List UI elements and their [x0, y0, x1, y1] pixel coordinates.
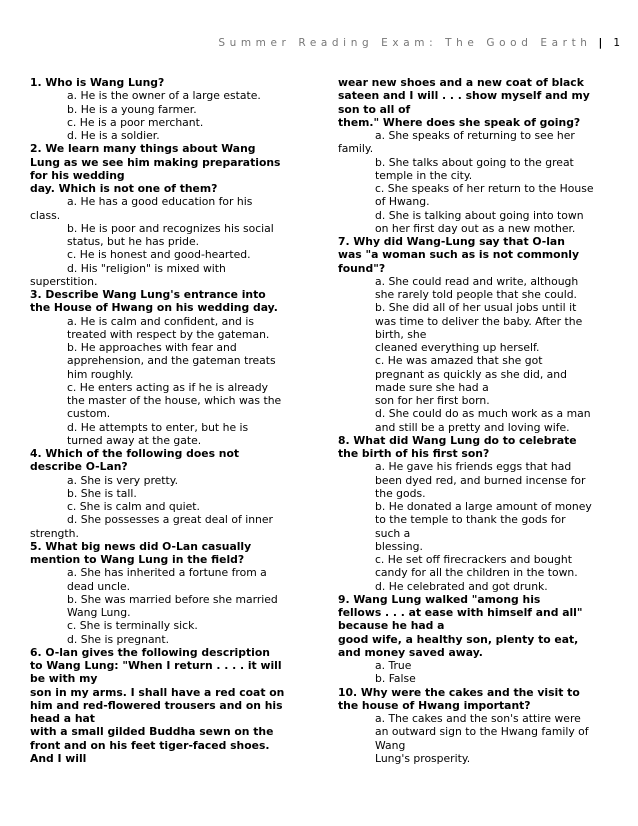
text-line: strength. — [30, 526, 79, 540]
text-line: c. He set off firecrackers and bought — [375, 553, 572, 566]
answer-option — [30, 315, 302, 342]
text-line: custom. — [67, 407, 111, 421]
text-line: c. He enters acting as if he is already — [67, 380, 268, 394]
answer-option — [338, 407, 613, 434]
answer-option — [30, 500, 302, 513]
text-line: turned away at the gate. — [67, 433, 202, 447]
text-line: describe O-Lan? — [30, 460, 128, 474]
text-line: c. He is honest and good-hearted. — [67, 248, 251, 262]
answer-option — [30, 593, 302, 620]
right-column — [338, 76, 613, 765]
text-line: 9. Wang Lung walked "among his — [338, 592, 541, 606]
text-line: the master of the house, which was the — [67, 394, 282, 407]
text-line: head a hat — [30, 712, 95, 725]
text-line: an outward sign to the Hwang family of — [375, 725, 589, 739]
text-line: son in my arms. I shall have a red coat on — [30, 685, 285, 699]
text-line: day. Which is not one of them? — [30, 182, 218, 195]
text-line: on her first day out as a new mother. — [375, 221, 576, 235]
text-line: b. She is tall. — [67, 486, 137, 500]
answer-option — [338, 672, 613, 685]
answer-option — [30, 129, 302, 142]
answer-option — [30, 116, 302, 129]
text-line: 3. Describe Wang Lung's entrance into — [30, 288, 266, 301]
text-line: b. False — [375, 672, 416, 686]
exam-title: Summer Reading Exam: The Good Earth — [218, 37, 592, 49]
left-column — [30, 76, 302, 765]
text-line: was time to deliver the baby. After the — [375, 314, 583, 328]
answer-option — [338, 500, 613, 553]
text-line: d. She is pregnant. — [67, 632, 170, 646]
answer-option — [338, 580, 613, 593]
text-line: with a small gilded Buddha sewn on the — [30, 725, 274, 739]
answer-option — [338, 712, 613, 765]
text-line: blessing. — [375, 539, 423, 553]
text-line: a. She speaks of returning to see her — [375, 129, 575, 142]
text-line: a. True — [375, 659, 412, 672]
answer-option — [338, 182, 613, 209]
page-number: 1 — [613, 37, 620, 49]
text-line: temple in the city. — [375, 168, 473, 182]
text-line: b. He approaches with fear and — [67, 341, 237, 354]
answer-option — [30, 513, 302, 540]
text-line: family. — [338, 142, 374, 156]
text-line: front and on his feet tiger-faced shoes. — [30, 738, 270, 752]
text-line: c. She is calm and quiet. — [67, 500, 200, 513]
answer-option — [30, 381, 302, 421]
text-line: son for her first born. — [375, 394, 490, 407]
answer-option — [30, 487, 302, 500]
answer-option — [30, 248, 302, 261]
text-line: b. She was married before she married — [67, 592, 278, 606]
text-line: 10. Why were the cakes and the visit to — [338, 685, 580, 699]
text-line: of Hwang. — [375, 195, 430, 209]
text-line: found"? — [338, 261, 386, 275]
text-line: and money saved away. — [338, 645, 483, 659]
text-line: the gods. — [375, 486, 426, 500]
text-line: Lung as we see him making preparations — [30, 155, 281, 169]
text-line: 8. What did Wang Lung do to celebrate — [338, 433, 577, 447]
text-line: d. He attempts to enter, but he is — [67, 420, 249, 434]
text-line: d. She possesses a great deal of inner — [67, 513, 273, 527]
answer-option — [338, 156, 613, 183]
text-line: 1. Who is Wang Lung? — [30, 76, 165, 89]
text-line: b. He is a young farmer. — [67, 102, 197, 116]
text-line: a. She could read and write, although — [375, 274, 579, 288]
answer-option — [30, 341, 302, 381]
text-line: And I will — [30, 751, 87, 765]
text-line: c. She is terminally sick. — [67, 619, 198, 633]
text-line: him and red-flowered trousers and on his — [30, 698, 283, 712]
text-line: status, but he has pride. — [67, 235, 200, 248]
answer-option — [30, 566, 302, 593]
text-line: birth, she — [375, 327, 427, 341]
text-line: d. She could do as much work as a man — [375, 407, 591, 421]
text-line: b. He is poor and recognizes his social — [67, 221, 274, 235]
answer-option — [30, 195, 302, 222]
header-separator: | — [598, 37, 603, 49]
text-line: b. She did all of her usual jobs until it — [375, 301, 577, 315]
answer-option — [338, 209, 613, 236]
question-text — [338, 593, 613, 659]
answer-option — [30, 474, 302, 487]
answer-option — [30, 103, 302, 116]
question-text — [338, 235, 613, 275]
answer-option — [338, 275, 613, 302]
text-line: d. She is talking about going into town — [375, 208, 584, 222]
text-line: 2. We learn many things about Wang — [30, 142, 256, 156]
text-line: mention to Wang Lung in the field? — [30, 553, 245, 566]
question-text — [30, 646, 302, 765]
answer-option — [338, 659, 613, 672]
text-line: superstition. — [30, 274, 98, 288]
text-line: sateen and I will . . . show myself and my — [338, 89, 590, 103]
text-line: pregnant as quickly as she did, and — [375, 367, 567, 381]
text-line: was "a woman such as is not commonly — [338, 248, 579, 262]
text-line: d. He celebrated and got drunk. — [375, 579, 548, 593]
question-text — [30, 288, 302, 315]
text-line: son to all of — [338, 102, 411, 116]
text-line: dead uncle. — [67, 579, 131, 593]
answer-option — [30, 633, 302, 646]
text-line: c. He is a poor merchant. — [67, 115, 204, 129]
text-line: a. He is calm and confident, and is — [67, 314, 254, 328]
text-line: treated with respect by the gateman. — [67, 327, 270, 341]
text-line: for his wedding — [30, 168, 125, 182]
text-line: be with my — [30, 672, 98, 686]
answer-option — [30, 619, 302, 632]
answer-option — [338, 354, 613, 407]
answer-option — [30, 262, 302, 289]
question-text — [338, 76, 613, 129]
text-line: 4. Which of the following does not — [30, 447, 240, 460]
answer-option — [30, 89, 302, 102]
text-line: made sure she had a — [375, 380, 489, 394]
text-line: apprehension, and the gateman treats — [67, 354, 276, 368]
text-line: a. He is the owner of a large estate. — [67, 89, 261, 103]
text-line: them." Where does she speak of going? — [338, 115, 581, 129]
text-line: such a — [375, 526, 411, 540]
page-header — [218, 37, 620, 49]
text-line: wear new shoes and a new coat of black — [338, 76, 584, 89]
answer-option — [338, 460, 613, 500]
text-line: Lung's prosperity. — [375, 751, 471, 765]
text-line: to Wang Lung: "When I return . . . . it will — [30, 659, 282, 672]
text-line: a. He has a good education for his — [67, 195, 253, 209]
text-line: and still be a pretty and loving wife. — [375, 420, 570, 434]
answer-option — [30, 421, 302, 448]
text-line: cleaned everything up herself. — [375, 341, 540, 354]
text-line: to the temple to thank the gods for — [375, 513, 566, 527]
text-line: the birth of his first son? — [338, 447, 490, 460]
text-line: she rarely told people that she could. — [375, 288, 577, 301]
question-text — [338, 434, 613, 461]
answer-option — [338, 553, 613, 580]
text-line: the house of Hwang important? — [338, 698, 531, 712]
question-text — [30, 76, 302, 89]
text-line: because he had a — [338, 619, 445, 633]
text-line: a. She has inherited a fortune from a — [67, 566, 267, 580]
text-line: c. He was amazed that she got — [375, 354, 543, 368]
text-line: Wang — [375, 738, 406, 752]
question-text — [30, 447, 302, 474]
text-line: b. He donated a large amount of money — [375, 500, 592, 513]
text-line: 7. Why did Wang-Lung say that O-lan — [338, 235, 565, 248]
text-line: him roughly. — [67, 367, 134, 381]
text-line: 5. What big news did O-Lan casually — [30, 539, 252, 553]
text-line: b. She talks about going to the great — [375, 155, 574, 169]
text-line: Wang Lung. — [67, 606, 131, 619]
text-line: good wife, a healthy son, plenty to eat, — [338, 632, 579, 646]
text-line: d. His "religion" is mixed with — [67, 261, 226, 275]
text-line: fellows . . . at ease with himself and all" — [338, 606, 583, 619]
text-line: c. She speaks of her return to the House — [375, 182, 594, 195]
text-line: class. — [30, 208, 61, 222]
text-line: a. The cakes and the son's attire were — [375, 712, 581, 725]
answer-option — [338, 129, 613, 156]
text-line: the House of Hwang on his wedding day. — [30, 301, 278, 315]
question-text — [30, 142, 302, 195]
text-line: d. He is a soldier. — [67, 129, 160, 142]
text-line: been dyed red, and burned incense for — [375, 473, 586, 487]
question-text — [338, 686, 613, 713]
text-line: candy for all the children in the town. — [375, 566, 578, 580]
answer-option — [30, 222, 302, 249]
text-line: a. She is very pretty. — [67, 473, 179, 487]
answer-option — [338, 301, 613, 354]
text-line: 6. O-lan gives the following description — [30, 645, 270, 659]
question-text — [30, 540, 302, 567]
text-line: a. He gave his friends eggs that had — [375, 460, 572, 474]
